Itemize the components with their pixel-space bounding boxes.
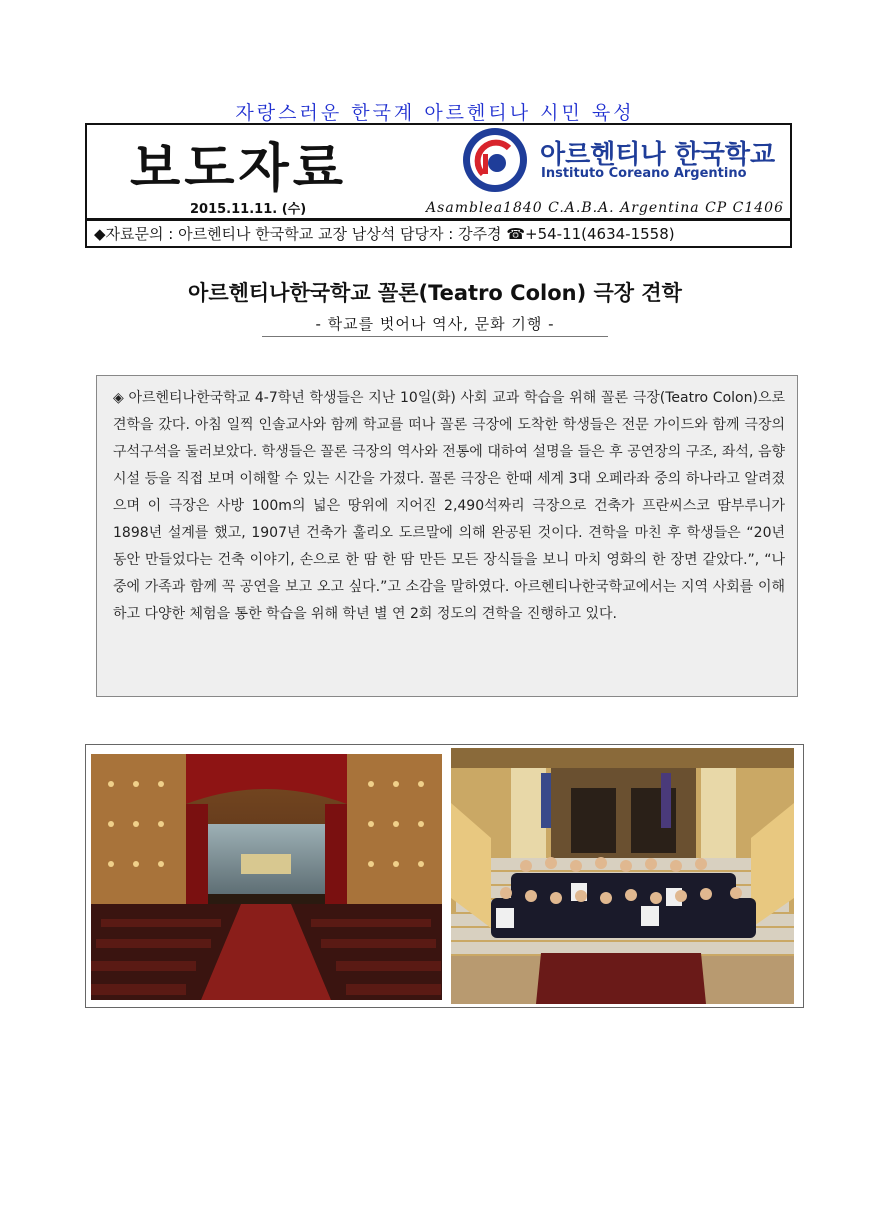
article-subheadline: - 학교를 벗어나 역사, 문화 기행 -: [315, 315, 555, 333]
theater-interior-photo: [91, 754, 442, 1000]
slogan: 자랑스러운 한국계 아르헨티나 시민 육성: [235, 102, 635, 124]
school-logo-icon: [463, 128, 527, 192]
subheadline-underline: [262, 336, 608, 337]
article-body: ◈ 아르헨티나한국학교 4-7학년 학생들은 지난 10일(화) 사회 교과 학습을 위해 꼴론 극장(Teatro Colon)으로 견학을 갔다. 아침 일찍 인솔교사와 함께 학교를 떠나 꼴론 극장에 도착한 학생들은 전문 가이드와 함께 극장의 구석구석을 둘러보았다. 학생들은 꼴론 극장의 역사와 전통에 대하여 설명을 들은 후 공연장의 구조, 좌석, 음향시설 등을 직접 보며 이해할 수 있는 시간을 가졌다. 꼴론 극장은 한때 세계 3대 오페라좌 중의 하나라고 알려졌으며 이 극장은 사방 100m의 넓은 땅위에 지어진 2,490석짜리 극장으로 건축가 프란씨스코 땀부루니가 1898년 설계를 했고, 1907년 건축가 훌리오 도르말에 의해 완공된 것이다. 견학을 마친 후 학생들은 “20년 동안 만들었다는 건축 이야기, 손으로 한 땀 한 땀 만든 모든 장식들을 보니 마치 영화의 한 장면 같았다.”, “나중에 가족과 함께 꼭 공연을 보고 오고 싶다.”고 소감을 말하였다. 아르헨티나한국학교에서는 지역 사회를 이해하고 다양한 체험을 통한 학습을 위해 학년 별 연 2회 정도의 견학을 진행하고 있다.: [113, 390, 785, 622]
contact-info: ◆자료문의 : 아르헨티나 한국학교 교장 남상석 담당자 : 강주경 ☎+54-11(4634-1558): [94, 225, 675, 243]
page-title: 보도자료: [130, 139, 347, 199]
students-group-photo: [451, 748, 794, 1004]
article-headline: 아르헨티나한국학교 꼴론(Teatro Colon) 극장 견학: [188, 281, 682, 305]
school-address: Asamblea1840 C.A.B.A. Argentina CP C1406: [426, 200, 784, 216]
release-date: 2015.11.11. (수): [190, 202, 307, 217]
school-name-korean: 아르헨티나 한국학교: [540, 140, 776, 170]
article-box: [96, 375, 798, 697]
school-name-spanish: Instituto Coreano Argentino: [541, 166, 747, 181]
